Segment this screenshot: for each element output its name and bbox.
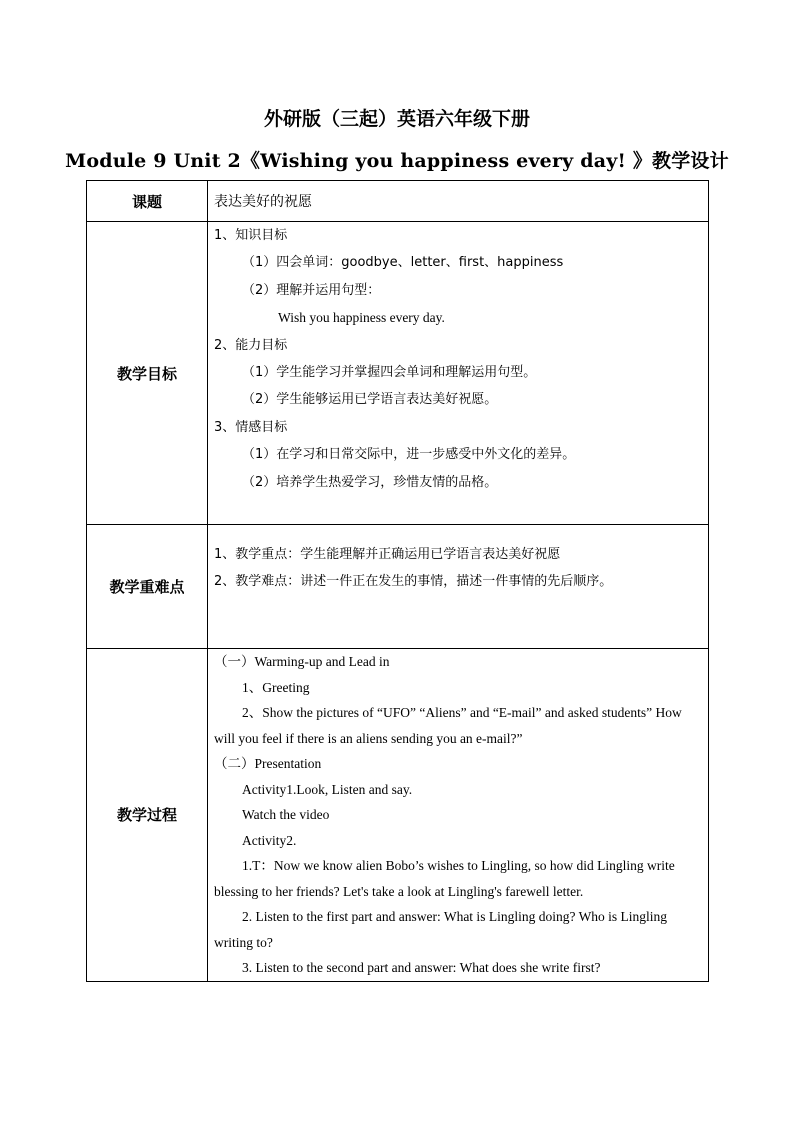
goal-line: （1）在学习和日常交际中，进一步感受中外文化的差异。 [242,447,576,463]
process-line: 1、Greeting [242,679,310,695]
topic-value: 表达美好的祝愿 [214,194,312,210]
goal-line: （2）学生能够运用已学语言表达美好祝愿。 [242,392,498,408]
process-line: 1.T：Now we know alien Bobo’s wishes to Lingling, so how did Lingling write [242,858,675,873]
process-line: Activity2. [242,832,297,848]
process-line: 2、Show the pictures of “UFO” “Aliens” and “E-mail” and asked students” How [242,705,682,720]
goals-cell [208,222,709,525]
goal-line: （1）学生能学习并掌握四会单词和理解运用句型。 [242,365,537,381]
table-row-key-points [87,525,709,649]
key-points-cell [208,525,709,649]
key-point-line: 2、教学难点：讲述一件正在发生的事情，描述一件事情的先后顺序。 [214,574,613,590]
goal-line: 3、情感目标 [214,419,288,435]
key-point-line: 1、教学重点：学生能理解并正确运用已学语言表达美好祝愿 [214,547,561,562]
key-points-label: 教学重难点 [87,525,208,649]
table-row-goals [87,222,709,525]
process-label: 教学过程 [87,649,208,982]
process-line: 2. Listen to the first part and answer: What is Lingling doing? Who is Lingling [242,909,668,924]
topic-cell [208,181,709,222]
process-line: Activity1.Look, Listen and say. [242,781,413,797]
lesson-plan-table [86,180,709,982]
process-line: will you feel if there is an aliens sending you an e-mail?” [214,730,523,746]
goal-line: （2）培养学生热爱学习，珍惜友情的品格。 [242,474,498,490]
goal-line: （2）理解并运用句型： [242,282,381,298]
process-line: blessing to her friends? Let's take a look at Lingling's farewell letter. [214,883,584,899]
process-line: （二）Presentation [214,756,322,771]
process-cell [208,649,709,982]
goals-label: 教学目标 [87,222,208,525]
process-line: 3. Listen to the second part and answer: What does she write first? [242,960,601,975]
topic-label: 课题 [87,181,208,222]
table-row-topic [87,181,709,222]
goal-line: Wish you happiness every day. [278,310,445,326]
process-line: （一）Warming-up and Lead in [214,654,390,669]
table-row-process [87,649,709,982]
goal-line: （1）四会单词：goodbye、letter、first、happiness [242,255,564,271]
document-title: 外研版（三起）英语六年级下册 [263,108,530,130]
goal-line: 2、能力目标 [214,337,288,353]
goal-line: 1、知识目标 [214,228,288,243]
process-line: writing to? [214,934,273,950]
process-line: Watch the video [242,807,330,822]
document-subtitle: Module 9 Unit 2《Wishing you happiness every day! 》教学设计 [65,150,729,172]
